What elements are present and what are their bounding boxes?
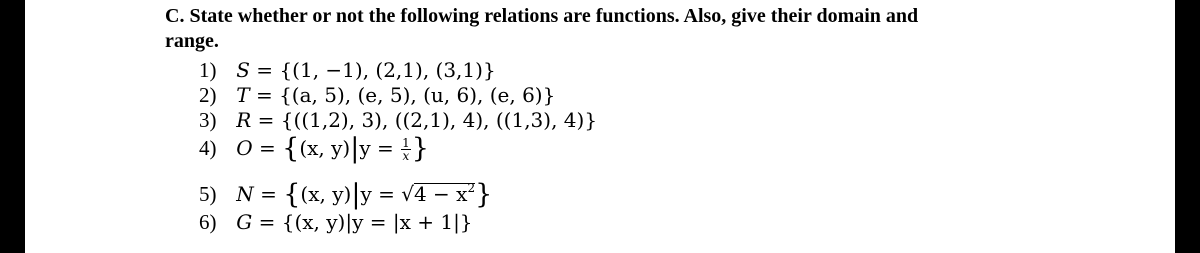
radical-sign: √ bbox=[401, 182, 414, 206]
relation-name: T bbox=[236, 83, 250, 107]
ordered-pair: (x, y) bbox=[299, 136, 351, 160]
ordered-pair: (x, y) bbox=[300, 182, 352, 206]
condition-text: y = bbox=[360, 182, 402, 206]
equals-sign: = bbox=[249, 58, 280, 82]
equals-sign: = bbox=[252, 136, 283, 160]
relation-set: {(x, y)|y = |x + 1|} bbox=[281, 210, 473, 234]
fraction-denominator: x bbox=[402, 149, 410, 163]
relation-name: G bbox=[236, 210, 253, 234]
equals-sign: = bbox=[251, 108, 281, 132]
relation-item-6 bbox=[199, 210, 473, 234]
relation-set: {((1,2), 3), ((2,1), 4), ((1,3), 4)} bbox=[280, 108, 598, 132]
set-open-brace: { bbox=[282, 133, 300, 164]
item-number: 5) bbox=[199, 182, 217, 206]
set-open-brace: { bbox=[283, 179, 301, 210]
relation-expression bbox=[236, 133, 429, 164]
radicand-text: 4 − x bbox=[413, 182, 468, 206]
relation-item-2 bbox=[199, 83, 555, 107]
relation-expression bbox=[236, 210, 472, 234]
heading-line-2: range. bbox=[165, 30, 219, 52]
relation-name: O bbox=[236, 136, 253, 160]
equals-sign: = bbox=[249, 83, 280, 107]
relation-set: {(1, −1), (2,1), (3,1)} bbox=[279, 58, 496, 82]
relation-item-1 bbox=[199, 58, 496, 82]
relation-name: N bbox=[236, 182, 254, 206]
fraction-numerator: 1 bbox=[402, 136, 410, 150]
relation-expression bbox=[236, 108, 597, 132]
such-that-bar: | bbox=[350, 133, 360, 164]
fraction bbox=[401, 137, 411, 162]
section-heading bbox=[165, 4, 1065, 54]
item-number: 3) bbox=[199, 108, 217, 132]
item-number: 6) bbox=[199, 210, 217, 234]
relation-name: R bbox=[236, 108, 252, 132]
equals-sign: = bbox=[253, 182, 284, 206]
relation-expression bbox=[236, 83, 555, 107]
item-number: 2) bbox=[199, 83, 217, 107]
relation-expression bbox=[236, 179, 493, 210]
set-close-brace: } bbox=[475, 179, 493, 210]
relation-name: S bbox=[236, 58, 250, 82]
relation-expression bbox=[236, 58, 495, 82]
exponent: 2 bbox=[467, 181, 476, 195]
heading-line-1: C. State whether or not the following relations are functions. Also, give their domain and bbox=[165, 5, 919, 27]
radicand bbox=[414, 183, 475, 204]
such-that-bar: | bbox=[351, 179, 361, 210]
item-number: 1) bbox=[199, 58, 217, 82]
relation-item-4 bbox=[199, 133, 429, 164]
relation-item-3 bbox=[199, 108, 597, 132]
set-close-brace: } bbox=[411, 133, 429, 164]
equals-sign: = bbox=[252, 210, 282, 234]
relation-item-5 bbox=[199, 179, 493, 210]
item-number: 4) bbox=[199, 136, 217, 160]
condition-text: y = bbox=[359, 136, 401, 160]
relation-set: {(a, 5), (e, 5), (u, 6), (e, 6)} bbox=[279, 83, 556, 107]
